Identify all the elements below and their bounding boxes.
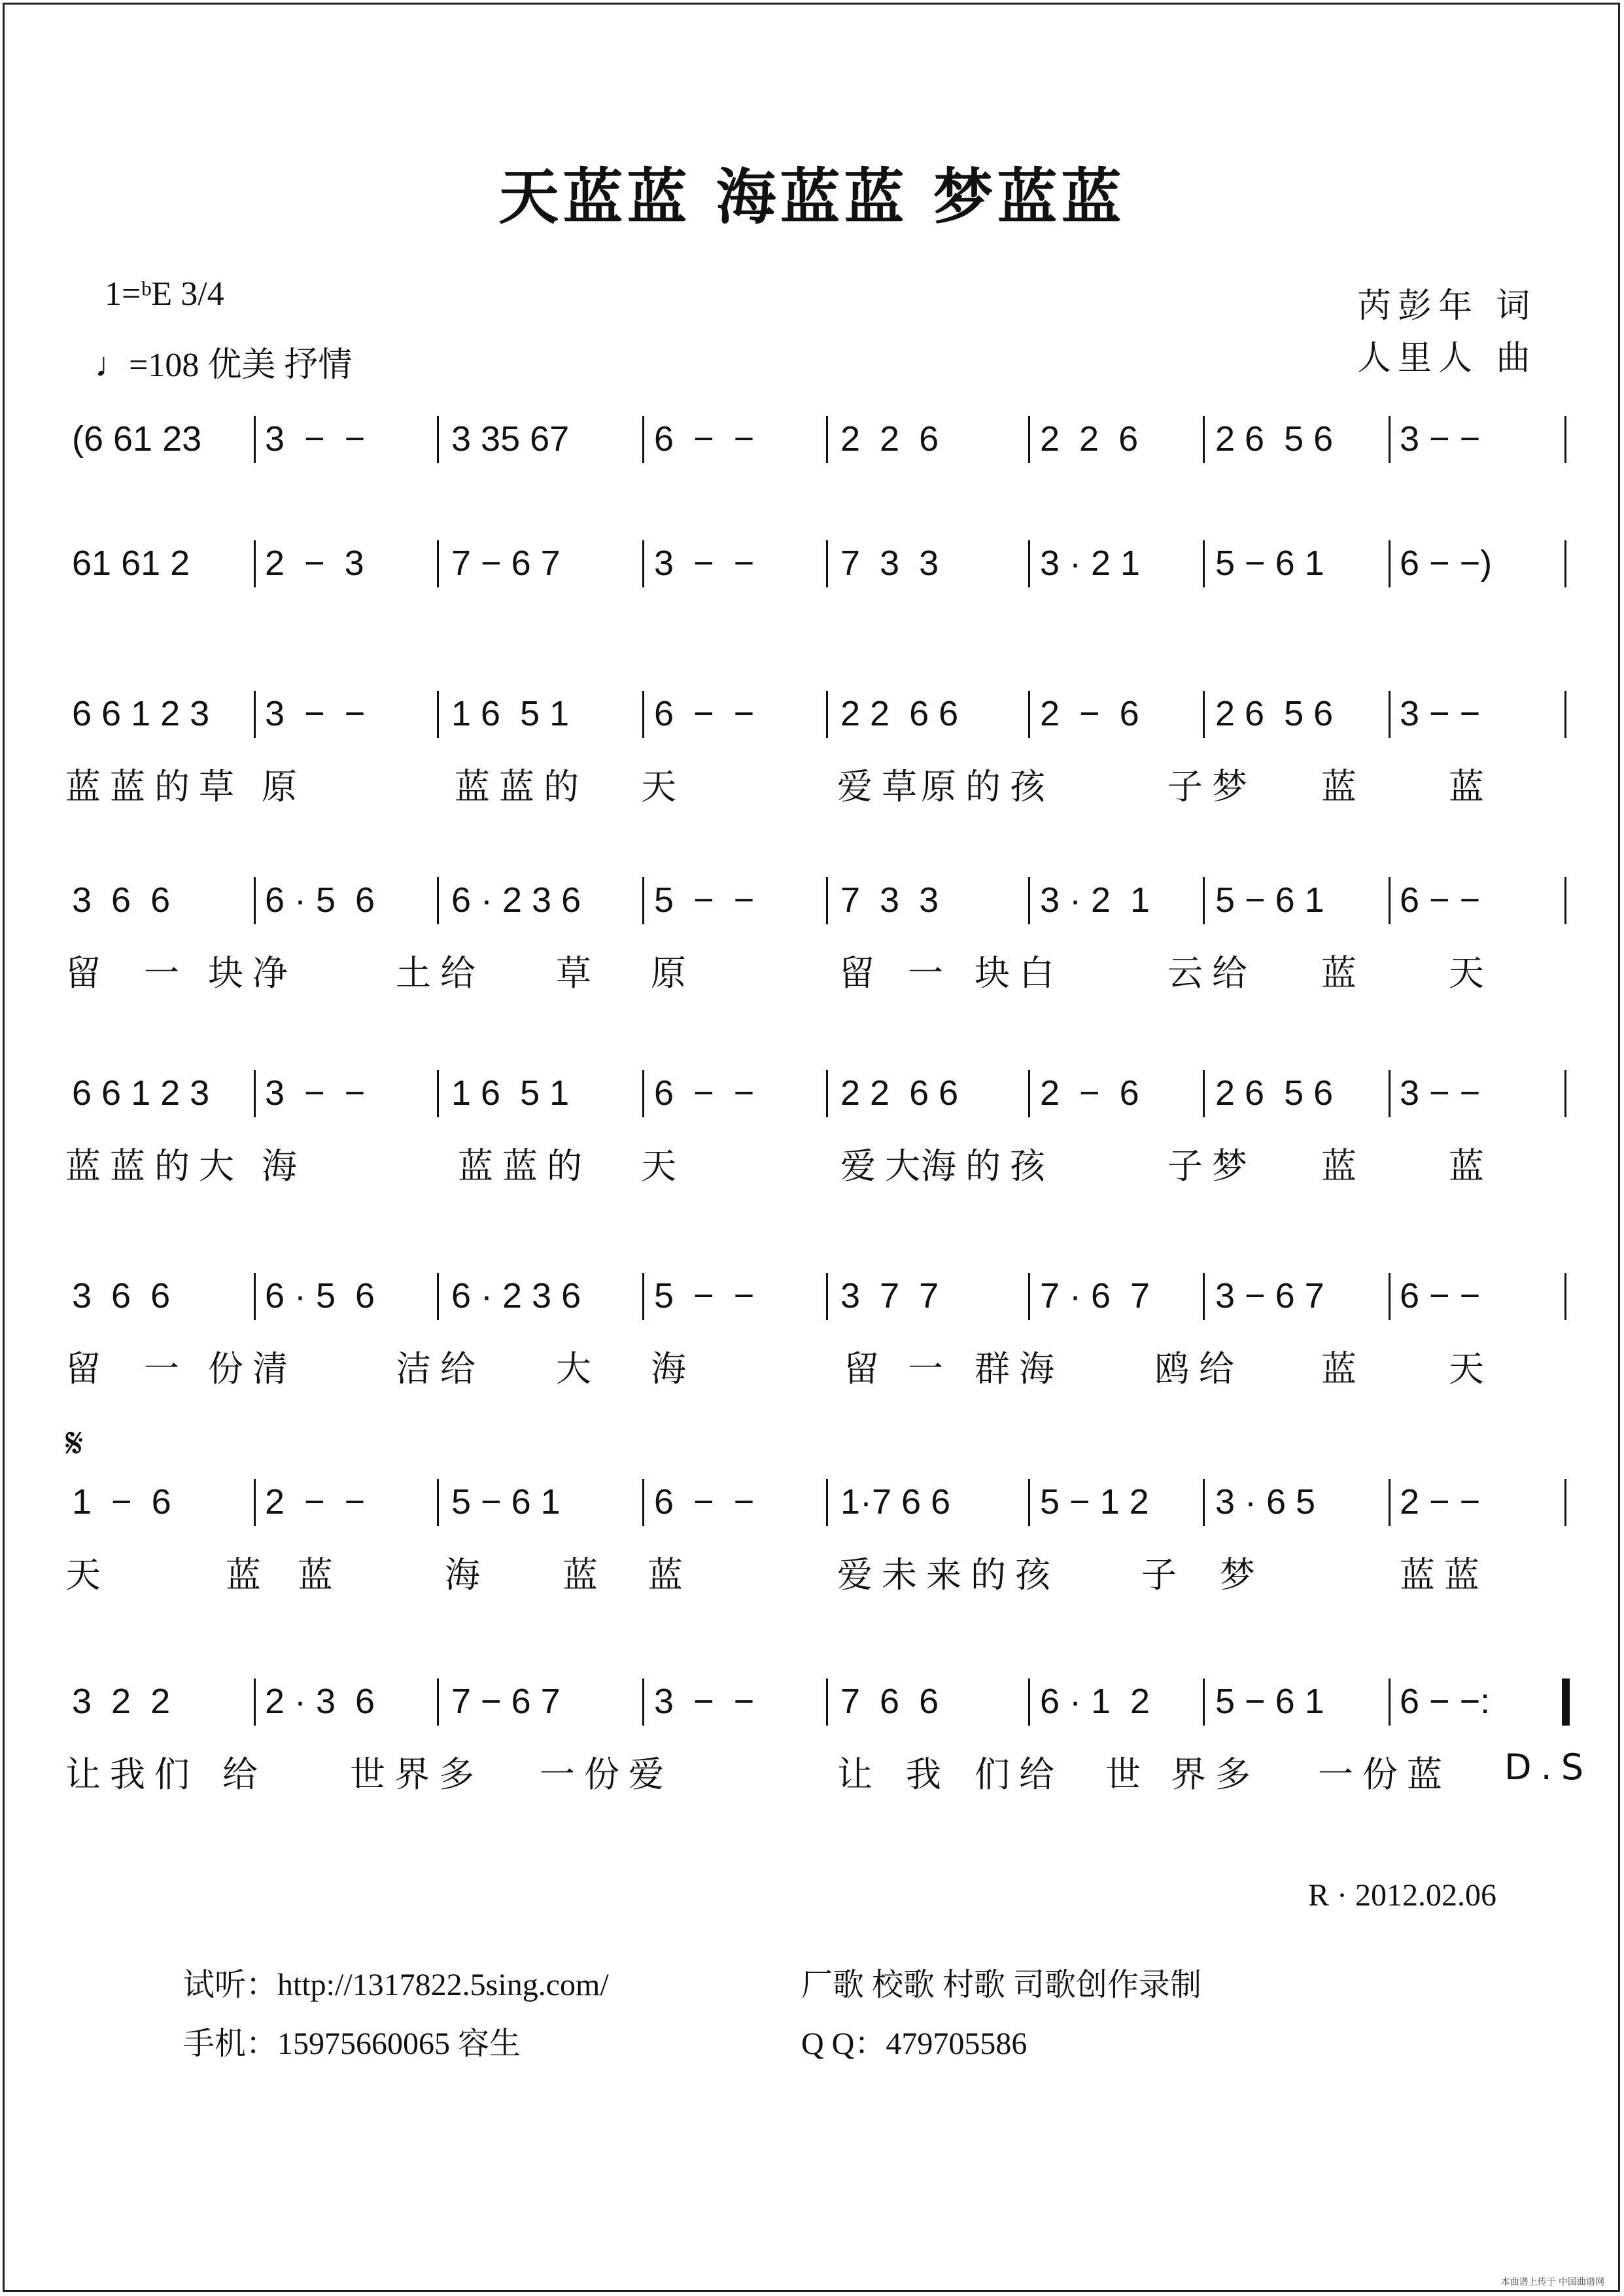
measure: 7 3 3: [840, 880, 939, 920]
lyric-word: 蓝: [648, 1554, 692, 1595]
lyric-word: 海: [651, 1348, 695, 1389]
lyric-word: 留: [844, 1348, 888, 1389]
date-stamp: R · 2012.02.06: [1308, 1878, 1496, 1913]
barline: [1389, 691, 1391, 738]
lyric-word: 蓝: [226, 1554, 270, 1595]
lyric-word: 世界多: [350, 1754, 483, 1795]
lyric-word: 蓝: [562, 1554, 607, 1595]
notation-row: [0, 1681, 1504, 1733]
lyric-word: 一: [908, 952, 952, 994]
lyric-word: 天: [65, 1554, 110, 1595]
barline: [1564, 416, 1566, 463]
measure: 2 6 5 6: [1215, 419, 1334, 459]
barline: [826, 416, 828, 463]
barline: [254, 691, 256, 738]
measure: 3 · 6 5: [1215, 1482, 1316, 1522]
barline: [437, 416, 439, 463]
barline: [826, 1679, 828, 1726]
measure: 2 · 3 6: [265, 1682, 375, 1721]
barline: [254, 416, 256, 463]
lyric-word: 蓝: [1321, 766, 1366, 807]
barline: [437, 1479, 439, 1526]
lyric-word: 原: [651, 952, 695, 994]
lyric-word: 草: [556, 952, 600, 994]
barline: [1203, 540, 1205, 587]
lyric-word: 份清: [208, 1348, 297, 1389]
lyric-word: 子梦: [1167, 1145, 1256, 1187]
measure: 6 − −: [654, 694, 755, 733]
measure: 61 61 2: [72, 544, 190, 583]
barline: [1564, 691, 1566, 738]
measure: 7 − 6 7: [451, 544, 561, 583]
lyric-word: 给: [222, 1754, 267, 1795]
measure: 6 − −: [654, 1482, 755, 1522]
lyric-word: 海: [445, 1554, 489, 1595]
measure: 6 6 1 2 3: [72, 1073, 210, 1113]
lyric-word: 块白: [975, 952, 1063, 994]
measure: 2 − −: [265, 1482, 366, 1522]
lyric-word: 蓝蓝的: [458, 1145, 591, 1187]
barline: [1564, 1479, 1566, 1526]
lyric-word: 让我们: [65, 1754, 199, 1795]
phone-info: 手机：15975660065 容生: [183, 2026, 521, 2061]
measure: 6 − −: [1400, 880, 1481, 920]
barline: [1389, 416, 1391, 463]
barline: [437, 691, 439, 738]
measure: 2 − 6: [1040, 1073, 1139, 1113]
barline: [1203, 1070, 1205, 1117]
barline: [254, 1273, 256, 1320]
measure: 5 − −: [654, 1276, 755, 1315]
notation-row: [0, 543, 1504, 595]
measure: (6 61 23: [72, 419, 202, 459]
barline: [1028, 877, 1030, 924]
measure: 3 − −: [265, 694, 366, 733]
barline: [826, 1070, 828, 1117]
notation-row: [0, 419, 1504, 471]
measure: 3 · 2 1: [1040, 880, 1150, 920]
notation-row: [0, 1276, 1504, 1328]
notation-row: [0, 1482, 1504, 1534]
measure: 6 · 2 3 6: [451, 1276, 581, 1315]
measure: 2 − 6: [1040, 694, 1139, 733]
barline: [642, 691, 644, 738]
measure: 6 · 2 3 6: [451, 880, 581, 920]
barline: [437, 540, 439, 587]
lyric-word: 云给: [1167, 952, 1256, 994]
measure: 3 − −: [1400, 419, 1481, 459]
lyric-word: 蓝: [1321, 1348, 1366, 1389]
measure: 3 6 6: [72, 880, 171, 920]
notation-row: [0, 693, 1504, 746]
measure: 5 − −: [654, 880, 755, 920]
lyric-word: 子梦: [1167, 766, 1256, 807]
lyric-word: 一: [908, 1348, 952, 1389]
barline: [826, 877, 828, 924]
lyric-word: 土给: [396, 952, 485, 994]
barline: [642, 416, 644, 463]
lyric-word: 世: [1105, 1754, 1150, 1795]
song-title: 天蓝蓝 海蓝蓝 梦蓝蓝: [498, 162, 1126, 232]
lyric-word: 留: [65, 952, 110, 994]
barline: [1203, 691, 1205, 738]
measure: 6 · 5 6: [265, 1276, 375, 1315]
barline: [826, 1479, 828, 1526]
barline: [1389, 877, 1391, 924]
measure: 2 2 6 6: [840, 694, 959, 733]
lyric-word: 群海: [975, 1348, 1063, 1389]
barline: [1203, 1479, 1205, 1526]
barline: [1203, 1679, 1205, 1726]
measure: 3 − −: [265, 419, 366, 459]
barline: [642, 1070, 644, 1117]
lyric-word: 天: [1449, 1348, 1493, 1389]
lyric-word: D.S: [1504, 1747, 1593, 1788]
notation-row: [0, 880, 1504, 932]
lyric-word: 鸥给: [1154, 1348, 1243, 1389]
lyric-word: 界多: [1171, 1754, 1260, 1795]
lyric-word: 蓝: [1449, 766, 1493, 807]
measure: 2 − 3: [265, 544, 364, 583]
lyric-word: 块净: [208, 952, 297, 994]
lyric-word: 爱未来的孩: [837, 1554, 1060, 1595]
barline: [437, 877, 439, 924]
measure: 3 − 6 7: [1215, 1276, 1324, 1315]
notation-row: [0, 1073, 1504, 1125]
tempo-marking: ♩=108 优美 抒情: [95, 347, 353, 384]
measure: 7 · 6 7: [1040, 1276, 1150, 1315]
service-info: 厂歌 校歌 村歌 司歌创作录制: [801, 1968, 1202, 2002]
barline: [254, 1679, 256, 1726]
lyric-word: 一份蓝: [1318, 1754, 1451, 1795]
measure: 6 − −): [1400, 544, 1493, 583]
measure: 6 − −: [1400, 1276, 1481, 1315]
barline: [1564, 540, 1566, 587]
measure: 2 6 5 6: [1215, 694, 1334, 733]
measure: 1 6 5 1: [451, 1073, 570, 1113]
barline: [254, 540, 256, 587]
measure: 3 6 6: [72, 1276, 171, 1315]
lyric-word: 蓝蓝的: [455, 766, 588, 807]
measure: 3 − −: [1400, 694, 1481, 733]
lyric-word: 爱大: [840, 1145, 929, 1187]
barline: [1389, 1273, 1391, 1320]
listen-link[interactable]: 试听：http://1317822.5sing.com/: [183, 1968, 609, 2002]
composer-credit: 人里人 曲: [1357, 339, 1537, 378]
lyric-word: 一份爱: [540, 1754, 673, 1795]
qq-info: Q Q：479705586: [801, 2026, 1028, 2061]
measure: 7 − 6 7: [451, 1682, 561, 1721]
barline: [1028, 1070, 1030, 1117]
repeat-end-barline: [1562, 1679, 1570, 1726]
lyric-word: 蓝: [1321, 952, 1366, 994]
measure: 6 − −:: [1400, 1682, 1491, 1721]
barline: [642, 877, 644, 924]
lyric-word: 留: [839, 952, 884, 994]
barline: [1389, 540, 1391, 587]
barline: [826, 1273, 828, 1320]
barline: [437, 1070, 439, 1117]
barline: [254, 1070, 256, 1117]
lyric-word: 原: [262, 766, 306, 807]
measure: 2 6 5 6: [1215, 1073, 1334, 1113]
measure: 3 7 7: [840, 1276, 939, 1315]
key-signature: 1=ᵇE 3/4: [105, 275, 224, 313]
lyric-word: 蓝蓝: [1400, 1554, 1489, 1595]
measure: 1 6 5 1: [451, 694, 570, 733]
barline: [1028, 540, 1030, 587]
measure: 5 − 6 1: [451, 1482, 561, 1522]
measure: 7 3 3: [840, 544, 939, 583]
barline: [826, 691, 828, 738]
lyric-word: 梦: [1220, 1554, 1264, 1595]
measure: 3 35 67: [451, 419, 570, 459]
measure: 6 · 1 2: [1040, 1682, 1150, 1721]
barline: [1564, 1273, 1566, 1320]
lyric-word: 留: [65, 1348, 110, 1389]
lyric-word: 天: [641, 766, 685, 807]
lyric-word: 一: [144, 952, 188, 994]
lyric-word: 蓝: [1321, 1145, 1366, 1187]
lyricist-credit: 芮彭年 词: [1357, 287, 1537, 326]
lyric-word: 洁给: [396, 1348, 485, 1389]
barline: [1028, 691, 1030, 738]
barline: [1389, 1070, 1391, 1117]
lyric-word: 海: [262, 1145, 306, 1187]
measure: 3 2 2: [72, 1682, 171, 1721]
lyric-word: 天: [1449, 952, 1493, 994]
barline: [642, 1273, 644, 1320]
barline: [642, 1679, 644, 1726]
lyric-word: 原的孩: [921, 766, 1054, 807]
barline: [1028, 1679, 1030, 1726]
measure: 3 − −: [1400, 1073, 1481, 1113]
measure: 1·7 6 6: [840, 1482, 951, 1522]
measure: 2 2 6: [840, 419, 939, 459]
barline: [1028, 1273, 1030, 1320]
measure: 6 · 5 6: [265, 880, 375, 920]
measure: 3 − −: [654, 1682, 755, 1721]
barline: [826, 540, 828, 587]
barline: [642, 1479, 644, 1526]
barline: [1028, 1479, 1030, 1526]
measure: 6 − −: [654, 419, 755, 459]
measure: 2 2 6: [1040, 419, 1139, 459]
barline: [1564, 877, 1566, 924]
measure: 2 2 6 6: [840, 1073, 959, 1113]
measure: 3 − −: [265, 1073, 366, 1113]
barline: [1564, 1070, 1566, 1117]
lyric-word: 蓝蓝的大: [65, 1145, 243, 1187]
lyric-word: 蓝: [1449, 1145, 1493, 1187]
measure: 5 − 6 1: [1215, 880, 1324, 920]
measure: 5 − 6 1: [1215, 544, 1324, 583]
measure: 3 · 2 1: [1040, 544, 1141, 583]
lyric-word: 天: [641, 1145, 685, 1187]
lyric-word: 让: [837, 1754, 882, 1795]
measure: 3 − −: [654, 544, 755, 583]
segno-sign: 𝄋: [65, 1419, 84, 1468]
measure: 2 − −: [1400, 1482, 1481, 1522]
barline: [1203, 877, 1205, 924]
lyric-word: 海的孩: [921, 1145, 1054, 1187]
barline: [1028, 416, 1030, 463]
lyric-word: 大: [556, 1348, 600, 1389]
measure: 1 − 6: [72, 1482, 171, 1522]
lyric-word: 们给: [975, 1754, 1063, 1795]
measure: 6 6 1 2 3: [72, 694, 210, 733]
barline: [254, 1479, 256, 1526]
barline: [437, 1679, 439, 1726]
lyric-word: 爱草: [837, 766, 926, 807]
lyric-word: 一: [144, 1348, 188, 1389]
lyric-word: 蓝蓝的草: [65, 766, 243, 807]
measure: 5 − 1 2: [1040, 1482, 1149, 1522]
barline: [1203, 416, 1205, 463]
lyric-word: 蓝: [298, 1554, 342, 1595]
measure: 6 − −: [654, 1073, 755, 1113]
upload-watermark: 本曲谱上传于 中国曲谱网: [1500, 2277, 1604, 2287]
lyric-word: 子: [1141, 1554, 1186, 1595]
barline: [1389, 1679, 1391, 1726]
barline: [437, 1273, 439, 1320]
barline: [642, 540, 644, 587]
barline: [1389, 1479, 1391, 1526]
lyric-word: 我: [906, 1754, 950, 1795]
barline: [254, 877, 256, 924]
measure: 7 6 6: [840, 1682, 939, 1721]
measure: 5 − 6 1: [1215, 1682, 1324, 1721]
barline: [1203, 1273, 1205, 1320]
